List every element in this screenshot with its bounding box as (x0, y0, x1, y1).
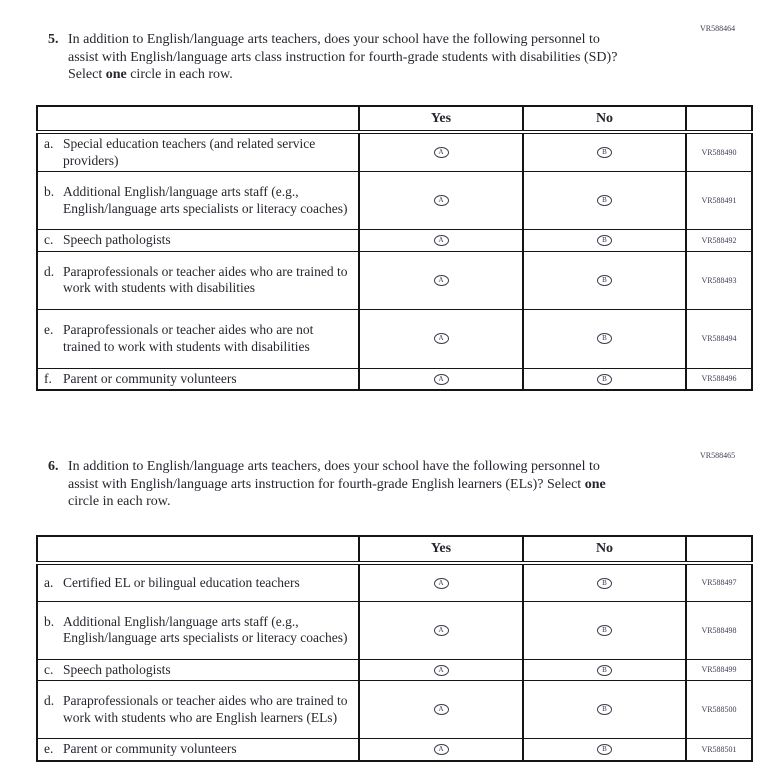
q5-row-c-no-bubble[interactable]: B (597, 235, 612, 246)
q5-row-d-no-cell (523, 251, 686, 309)
q6-row-e-label (37, 739, 359, 761)
q5-row-e-no-bubble[interactable]: B (597, 333, 612, 344)
row-label-text: Certified EL or bilingual education teachers (63, 574, 300, 590)
table-row (37, 368, 752, 390)
row-label-text: Speech pathologists (63, 661, 171, 677)
q6-row-a-label (37, 563, 359, 601)
q5-row-c-yes-bubble[interactable]: A (434, 235, 449, 246)
q5-row-c-yes-cell (359, 230, 523, 252)
q6-row-c-no-bubble[interactable]: B (597, 665, 612, 676)
table-row (37, 309, 752, 368)
q5-row-a-label (37, 132, 359, 172)
question-6-text-post: circle in each row. (68, 494, 171, 509)
question-5-text-pre: In addition to English/language arts teachers, does your school have the following personnel to assist with English/language arts class instruction for fourth-grade students with disabilities (SD)? Select (68, 32, 618, 82)
q5-row-e-yes-cell (359, 309, 523, 368)
table-row (37, 681, 752, 739)
q5-row-a-yes-cell (359, 132, 523, 172)
row-letter: f. (44, 370, 52, 386)
q6-row-d-yes-cell (359, 681, 523, 739)
row-label-text: Parent or community volunteers (63, 741, 237, 756)
q6-row-d-vr-code: VR588500 (686, 681, 752, 739)
q6-row-b-label (37, 601, 359, 659)
vr-code-question-6: VR588465 (700, 451, 736, 460)
table-row (37, 230, 752, 252)
q6-header-vr-empty (686, 536, 752, 563)
q6-row-a-no-cell (523, 563, 686, 601)
row-letter: a. (44, 136, 54, 151)
q6-row-a-vr-code: VR588497 (686, 563, 752, 601)
question-5-text-bold: one (105, 67, 127, 82)
table-row (37, 601, 752, 659)
q5-row-b-no-bubble[interactable]: B (597, 195, 612, 206)
row-label-text: Additional English/language arts staff (e.g., English/language arts specialists or literacy coaches) (63, 184, 348, 216)
row-label-text: Paraprofessionals or teacher aides who are not trained to work with students with disabilities (63, 322, 314, 354)
q6-row-b-yes-bubble[interactable]: A (434, 625, 449, 636)
question-6-text (68, 458, 626, 511)
q5-row-d-yes-bubble[interactable]: A (434, 275, 449, 286)
q6-row-a-yes-bubble[interactable]: A (434, 578, 449, 589)
q6-header-row (37, 536, 752, 563)
row-label-text: Special education teachers (and related service providers) (63, 136, 316, 168)
table-row (37, 739, 752, 761)
q6-row-b-no-cell (523, 601, 686, 659)
table-row (37, 563, 752, 601)
q5-row-c-no-cell (523, 230, 686, 252)
q6-header-no: No (523, 536, 686, 563)
table-row (37, 132, 752, 172)
q6-row-e-no-bubble[interactable]: B (597, 744, 612, 755)
q5-row-d-label (37, 251, 359, 309)
question-5-text (68, 31, 626, 84)
q6-row-c-no-cell (523, 659, 686, 681)
q6-row-e-vr-code: VR588501 (686, 739, 752, 761)
q5-row-b-label (37, 172, 359, 230)
q5-row-a-no-bubble[interactable]: B (597, 147, 612, 158)
q5-row-c-vr-code: VR588492 (686, 230, 752, 252)
q5-row-f-yes-bubble[interactable]: A (434, 374, 449, 385)
question-5-table (36, 105, 753, 391)
row-letter: b. (44, 613, 55, 629)
q5-header-no: No (523, 106, 686, 132)
q6-row-e-no-cell (523, 739, 686, 761)
table-row (37, 172, 752, 230)
q6-row-d-yes-bubble[interactable]: A (434, 704, 449, 715)
q6-row-d-label (37, 681, 359, 739)
q5-row-a-vr-code: VR588490 (686, 132, 752, 172)
row-letter: a. (44, 574, 54, 590)
row-letter: e. (44, 741, 54, 756)
q6-row-b-yes-cell (359, 601, 523, 659)
row-label-text: Paraprofessionals or teacher aides who are trained to work with students with disabilities (63, 263, 348, 295)
q6-row-a-no-bubble[interactable]: B (597, 578, 612, 589)
q6-row-a-yes-cell (359, 563, 523, 601)
q6-row-d-no-bubble[interactable]: B (597, 704, 612, 715)
q6-row-b-no-bubble[interactable]: B (597, 625, 612, 636)
q5-row-e-label (37, 309, 359, 368)
row-letter: d. (44, 693, 55, 708)
q5-row-e-no-cell (523, 309, 686, 368)
q6-row-e-yes-bubble[interactable]: A (434, 744, 449, 755)
q5-row-b-yes-cell (359, 172, 523, 230)
row-label-text: Parent or community volunteers (63, 370, 237, 386)
row-label-text: Speech pathologists (63, 232, 171, 247)
q5-row-b-yes-bubble[interactable]: A (434, 195, 449, 206)
q5-row-d-yes-cell (359, 251, 523, 309)
q5-row-c-label (37, 230, 359, 252)
q5-row-e-vr-code: VR588494 (686, 309, 752, 368)
q6-header-yes: Yes (359, 536, 523, 563)
question-6 (48, 458, 626, 511)
q6-row-e-yes-cell (359, 739, 523, 761)
q5-row-b-vr-code: VR588491 (686, 172, 752, 230)
row-letter: d. (44, 263, 55, 279)
question-6-number: 6. (48, 459, 59, 474)
q5-row-f-no-bubble[interactable]: B (597, 374, 612, 385)
question-5 (48, 31, 626, 84)
q6-row-d-no-cell (523, 681, 686, 739)
row-label-text: Additional English/language arts staff (e.g., English/language arts specialists or literacy coaches) (63, 613, 348, 645)
question-5-text-post: circle in each row. (126, 67, 233, 82)
question-6-text-pre: In addition to English/language arts teachers, does your school have the following personnel to assist with English/language arts instruction for fourth-grade English learners (ELs)? Select (68, 459, 600, 492)
q5-header-vr-empty (686, 106, 752, 132)
q5-row-f-label (37, 368, 359, 390)
q6-row-c-yes-cell (359, 659, 523, 681)
q5-row-d-vr-code: VR588493 (686, 251, 752, 309)
q6-row-b-vr-code: VR588498 (686, 601, 752, 659)
q6-row-c-yes-bubble[interactable]: A (434, 665, 449, 676)
q5-row-f-yes-cell (359, 368, 523, 390)
vr-code-question-5: VR588464 (700, 24, 736, 33)
question-5-number: 5. (48, 32, 59, 47)
row-letter: e. (44, 322, 54, 337)
q5-header-row (37, 106, 752, 132)
row-letter: c. (44, 232, 54, 247)
row-label-text: Paraprofessionals or teacher aides who are trained to work with students who are English learners (ELs) (63, 693, 348, 725)
q5-header-empty (37, 106, 359, 132)
q5-header-yes: Yes (359, 106, 523, 132)
q5-row-f-no-cell (523, 368, 686, 390)
q5-row-e-yes-bubble[interactable]: A (434, 333, 449, 344)
q6-row-c-vr-code: VR588499 (686, 659, 752, 681)
q5-row-d-no-bubble[interactable]: B (597, 275, 612, 286)
q5-row-b-no-cell (523, 172, 686, 230)
question-6-text-bold: one (584, 476, 606, 492)
question-6-table (36, 535, 753, 762)
table-row (37, 251, 752, 309)
q5-row-a-yes-bubble[interactable]: A (434, 147, 449, 158)
row-letter: b. (44, 184, 55, 199)
q6-row-c-label (37, 659, 359, 681)
row-letter: c. (44, 661, 54, 677)
table-row (37, 659, 752, 681)
q6-header-empty (37, 536, 359, 563)
q5-row-f-vr-code: VR588496 (686, 368, 752, 390)
q5-row-a-no-cell (523, 132, 686, 172)
